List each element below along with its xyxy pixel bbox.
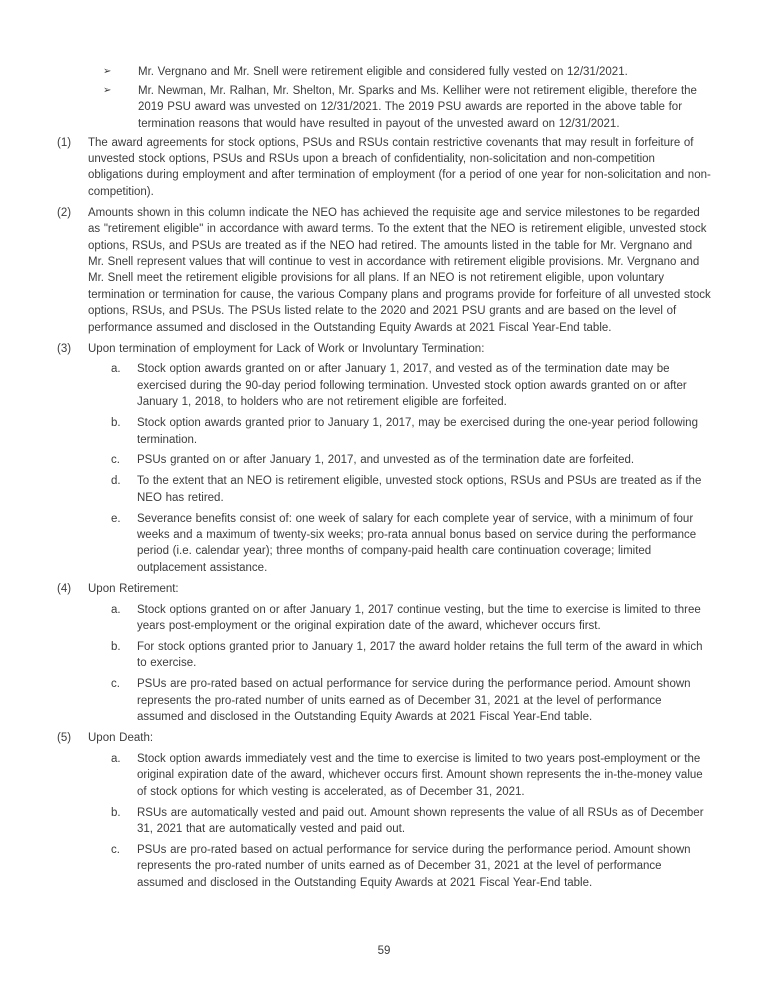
subitem-letter: c. — [111, 678, 120, 691]
footnote-number: (1) — [57, 136, 72, 149]
subitem-letter: e. — [111, 512, 121, 525]
footnote-4-subitem-b — [111, 639, 711, 672]
bullet-list — [57, 64, 711, 132]
subitem-letter: c. — [111, 843, 120, 856]
subitem-text: PSUs granted on or after January 1, 2017, and unvested as of the termination date are forfeited. — [137, 454, 635, 467]
subitem-text: Severance benefits consist of: one week of salary for each complete year of service, with a minimum of four weeks and a maximum of twenty-six weeks; pro-rata annual bonus based on service during the performance period (i.e. calendar year); three months of company-paid health care continuation coverage; limited outplacement assistance. — [137, 512, 697, 574]
footnote-5-subitem-c — [111, 842, 711, 891]
arrowhead-bullet-icon: ➢ — [103, 84, 112, 96]
subitem-text: To the extent that an NEO is retirement eligible, unvested stock options, RSUs and PSUs are treated as if the NEO has retired. — [137, 475, 702, 504]
bullet-text: Mr. Newman, Mr. Ralhan, Mr. Shelton, Mr. Sparks and Ms. Kelliher were not retirement eligible, therefore the 2019 PSU award was unvested on 12/31/2021. The 2019 PSU awards are reported in the above table for termination reasons that would have resulted in payout of the unvested award on 12/31/2021. — [138, 84, 697, 130]
footnote-5-subitem-a — [111, 751, 711, 800]
footnote-1 — [57, 135, 711, 201]
footnote-number: (2) — [57, 206, 72, 219]
page-content — [57, 64, 711, 896]
footnote-3-subitem-b — [111, 415, 711, 448]
subitem-text: Stock option awards granted on or after January 1, 2017, and vested as of the termination date may be exercised during the 90-day period following termination. Unvested stock option awards granted on or after January 1, 2018, to holders who are not retirement eligible are forfeited. — [137, 363, 687, 409]
subitem-letter: a. — [111, 603, 121, 616]
subitem-letter: a. — [111, 363, 121, 376]
footnote-number: (3) — [57, 342, 72, 355]
subitem-letter: c. — [111, 454, 120, 467]
footnote-text: Amounts shown in this column indicate the NEO has achieved the requisite age and service milestones to be regarded as "retirement eligible" in accordance with award terms. To the extent that the NEO is retirement eligible, unvested stock options, RSUs, and PSUs are treated as if the NEO had retired. The amounts listed in the table for Mr. Vergnano and Mr. Snell represent values that will continue to vest in accordance with retirement eligible provisions. Mr. Vergnano and Mr. Snell meet the retirement eligible provisions for all plans. If an NEO is not retirement eligible, upon voluntary termination or termination for cause, the various Company plans and programs provide for forfeiture of all unvested stock options, RSUs, and PSUs. The PSUs listed relate to the 2020 and 2021 PSU grants and are based on the level of performance assumed and disclosed in the Outstanding Equity Awards at 2021 Fiscal Year-End table. — [88, 206, 711, 334]
footnote-text: Upon termination of employment for Lack of Work or Involuntary Termination: — [88, 342, 485, 355]
subitem-letter: b. — [111, 641, 121, 653]
footnote-number: (4) — [57, 582, 72, 595]
footnote-4 — [57, 581, 711, 597]
page-number: 59 — [377, 945, 391, 957]
subitem-letter: d. — [111, 475, 121, 488]
footnote-text: Upon Retirement: — [88, 582, 179, 595]
footnote-text: The award agreements for stock options, PSUs and RSUs contain restrictive covenants that may result in forfeiture of unvested stock options, PSUs and RSUs upon a breach of confidentiality, non-solicitation and non-competition obligations during employment and after termination of employment (for a period of one year for non-solicitation and non-competition). — [88, 136, 711, 198]
footnote-2 — [57, 205, 711, 336]
list-item — [103, 83, 711, 132]
footnote-text: Upon Death: — [88, 732, 154, 745]
arrowhead-bullet-icon: ➢ — [103, 66, 112, 77]
footnote-5 — [57, 730, 711, 746]
footnote-4-subitem-c — [111, 676, 711, 725]
subitem-text: RSUs are automatically vested and paid out. Amount shown represents the value of all RSUs as of December 31, 2021 that are automatically vested and paid out. — [137, 806, 704, 836]
subitem-letter: a. — [111, 752, 121, 765]
footnote-3-subitem-c — [111, 452, 711, 468]
subitem-text: Stock options granted on or after January 1, 2017 continue vesting, but the time to exercise is limited to three years post-employment or the original expiration date of the award, whichever occurs first. — [137, 603, 701, 633]
footnote-4-subitem-a — [111, 602, 711, 635]
subitem-text: Stock option awards immediately vest and the time to exercise is limited to two years post-employment or the original expiration date of the award, whichever occurs first. Amount shown represents the in-the-money value of stock options for which vesting is accelerated, as of December 31, 2021. — [137, 752, 703, 798]
subitem-letter: b. — [111, 806, 121, 819]
footnote-3-subitem-e — [111, 511, 711, 577]
subitem-text: Stock option awards granted prior to January 1, 2017, may be exercised during the one-year period following termination. — [137, 417, 698, 446]
subitem-text: PSUs are pro-rated based on actual performance for service during the performance period. Amount shown represents the pro-rated number of units earned as of December 31, 2021 at the level of performance assumed and disclosed in the Outstanding Equity Awards at 2021 Fiscal Year-End table. — [137, 678, 691, 724]
list-item — [103, 64, 711, 80]
footnote-5-subitem-b — [111, 805, 711, 838]
subitem-text: For stock options granted prior to January 1, 2017 the award holder retains the full term of the award in which to exercise. — [137, 641, 703, 670]
footnote-3-subitem-d — [111, 473, 711, 506]
footnote-number: (5) — [57, 732, 72, 745]
footnote-3-subitem-a — [111, 361, 711, 410]
bullet-text: Mr. Vergnano and Mr. Snell were retirement eligible and considered fully vested on 12/31/2021. — [138, 66, 628, 78]
subitem-text: PSUs are pro-rated based on actual performance for service during the performance period. Amount shown represents the pro-rated number of units earned as of December 31, 2021 at the level of performance assumed and disclosed in the Outstanding Equity Awards at 2021 Fiscal Year-End table. — [137, 843, 691, 889]
footnote-3 — [57, 341, 711, 357]
subitem-letter: b. — [111, 417, 121, 430]
